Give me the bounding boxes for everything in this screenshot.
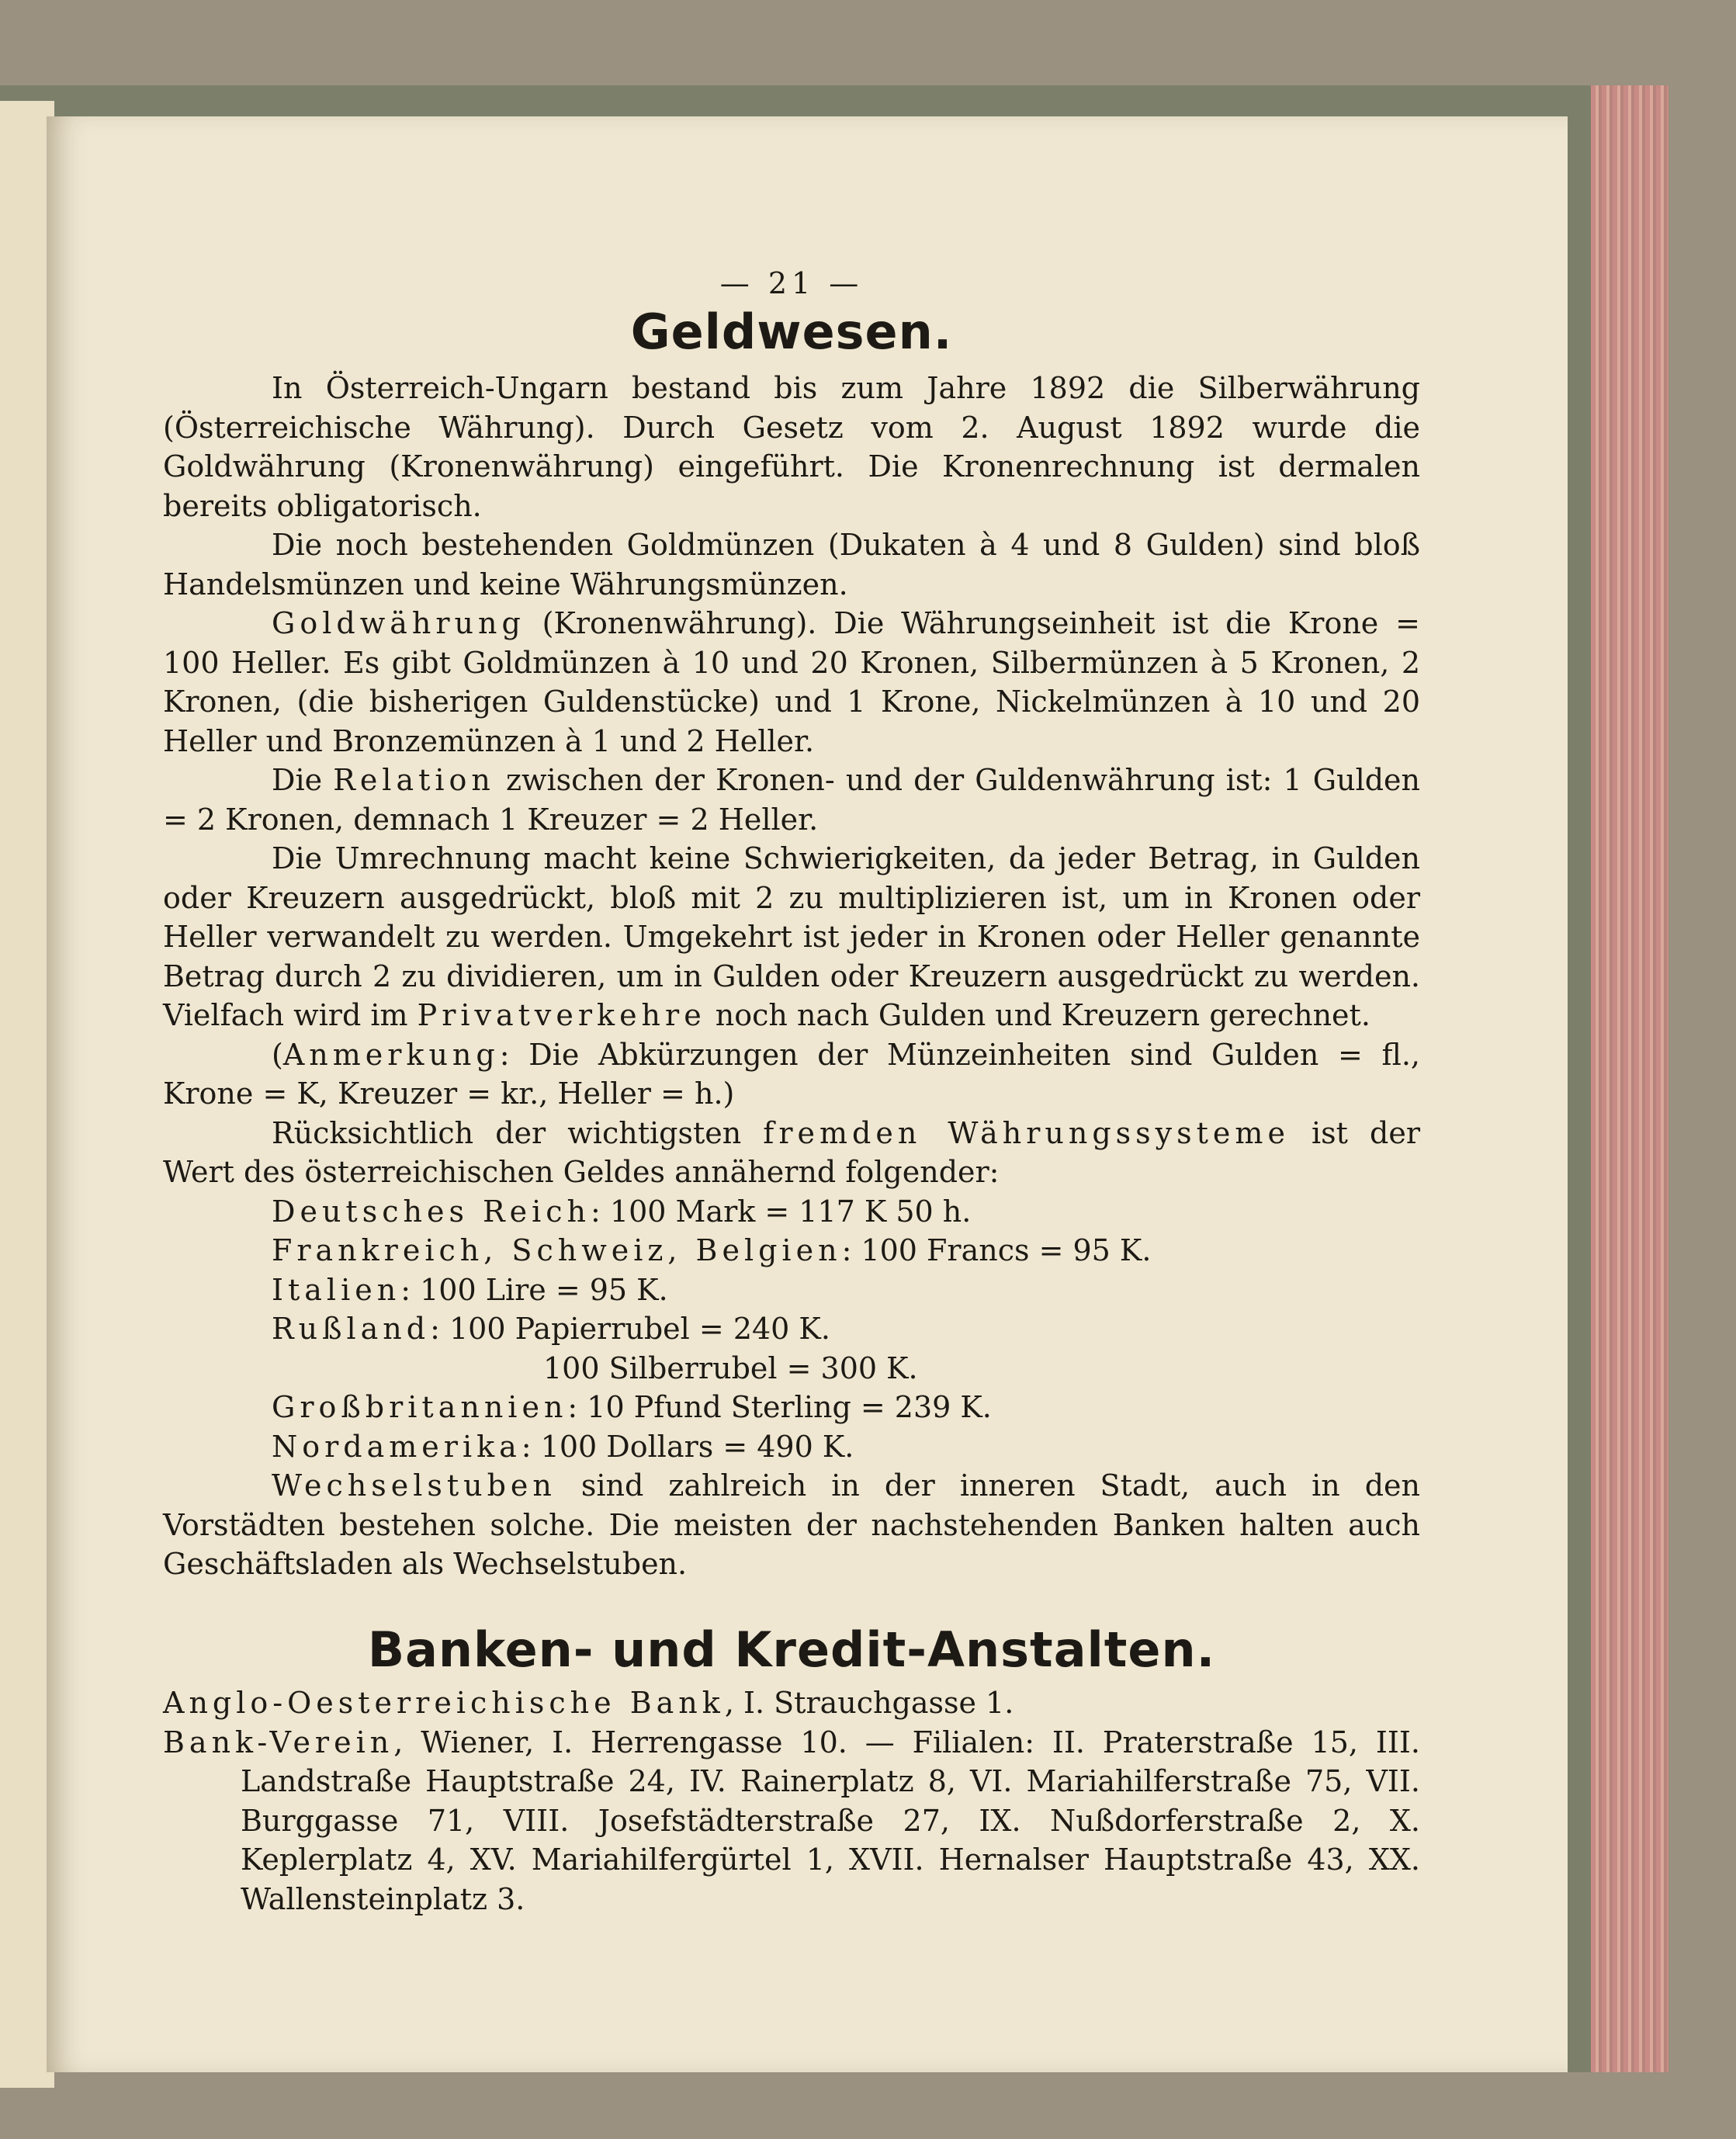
paragraph-7 xyxy=(163,1114,1420,1192)
bank-details: , I. Strauchgasse 1. xyxy=(724,1686,1014,1720)
page-number: — 21 — xyxy=(719,266,864,300)
emphasis-wechselstuben: Wechselstuben xyxy=(272,1468,556,1503)
paragraph-7-start: Rücksichtlich der wichtigsten xyxy=(272,1115,764,1150)
paragraph-8 xyxy=(163,1466,1420,1584)
book-page xyxy=(47,116,1568,2072)
rate-row xyxy=(163,1427,1420,1467)
paragraph-4 xyxy=(163,761,1420,839)
rate-row xyxy=(163,1271,1420,1310)
page-edges xyxy=(1591,85,1668,2072)
paragraph-7-end: ist der Wert des österreichischen Geldes annähernd folgender: xyxy=(163,1115,1420,1189)
rate-row xyxy=(163,1309,1420,1349)
paragraph-5-start: Die Umrechnung macht keine Schwierigkeiten, da jeder Betrag, in Gulden oder Kreuzern ausgedrückt, bloß mit 2 zu multiplizieren ist, um in Kronen oder Heller verwandelt zu werden. Umgekehrt ist jeder in Kronen oder Heller genannte Betrag durch 2 zu dividieren, um in Gulden oder Kreuzern ausgedrückt zu werden. Vielfach wird im xyxy=(163,841,1420,1032)
emphasis-anmerkung: Anmerkung xyxy=(282,1037,500,1072)
emphasis-goldwaehrung: Goldwährung xyxy=(272,606,525,640)
paragraph-8-text: sind zahlreich in der inneren Stadt, auch in den Vorstädten bestehen solche. Die meisten der nachstehenden Banken halten auch Geschäftsladen als Wechselstuben. xyxy=(163,1468,1420,1581)
section-title-banken: Banken- und Kredit-Anstalten. xyxy=(367,1621,1216,1678)
rate-country: Nordamerika xyxy=(272,1429,521,1464)
paragraph-6-start: ( xyxy=(272,1037,283,1072)
emphasis-relation: Relation xyxy=(333,763,495,797)
rate-value: : 100 Papierrubel = 240 K. xyxy=(430,1312,830,1346)
paragraph-2: Die noch bestehenden Goldmünzen (Dukaten à 4 und 8 Gulden) sind bloß Handelsmünzen und keine Währungsmünzen. xyxy=(163,528,1420,601)
rate-row xyxy=(163,1192,1420,1232)
rate-country: Deutsches Reich xyxy=(272,1194,591,1229)
rate-value: : 100 Francs = 95 K. xyxy=(841,1233,1152,1267)
paragraph-3-text: (Kronenwährung). Die Währungseinheit ist die Krone = 100 Heller. Es gibt Goldmünzen à 10 und 20 Kronen, Silbermünzen à 5 Kronen, 2 Kronen, (die bisherigen Guldenstücke) und 1 Krone, Nickelmünzen à 10 und 20 Heller und Bronzemünzen à 1 und 2 Heller. xyxy=(163,606,1420,758)
rate-country: Rußland xyxy=(272,1312,431,1346)
emphasis-fremden-waehrungssysteme: fremden Währungssysteme xyxy=(763,1115,1290,1150)
rate-country: Großbritannien xyxy=(272,1390,568,1424)
rate-value: : 10 Pfund Sterling = 239 K. xyxy=(567,1390,992,1424)
rate-value: 100 Silberrubel = 300 K. xyxy=(543,1350,918,1385)
paragraph-5-end: noch nach Gulden und Kreuzern gerechnet. xyxy=(705,998,1370,1032)
rate-value: : 100 Dollars = 490 K. xyxy=(521,1429,854,1464)
rate-country: Frankreich, Schweiz, Belgien xyxy=(272,1233,842,1267)
paragraph-6 xyxy=(163,1035,1420,1114)
rate-value: : 100 Lire = 95 K. xyxy=(400,1272,668,1307)
rate-row xyxy=(163,1388,1420,1427)
bank-details: , Wiener, I. Herrengasse 10. — Filialen: II. Praterstraße 15, III. Landstraße Hauptstraße 24, IV. Rainerplatz 8, VI. Mariahilferstraße 75, VII. Burggasse 71, VIII. Josefstädterstraße 27, IX. Nußdorferstraße 2, X. Keplerplatz 4, XV. Mariahilfergürtel 1, XVII. Hernalser Hauptstraße 43, XX. Wallensteinplatz 3. xyxy=(241,1725,1420,1916)
exchange-rate-list xyxy=(163,1192,1420,1467)
paragraph-5 xyxy=(163,839,1420,1035)
section-title-geldwesen: Geldwesen. xyxy=(630,303,953,360)
page-content xyxy=(163,264,1420,1919)
emphasis-privatverkehre: Privatverkehre xyxy=(417,998,706,1032)
rate-country: Italien xyxy=(272,1272,401,1307)
rate-row xyxy=(163,1349,1420,1388)
bank-name: Bank-Verein xyxy=(163,1725,394,1759)
bank-list xyxy=(163,1683,1420,1919)
paragraph-4-start: Die xyxy=(272,763,334,797)
bank-name: Anglo-Oesterreichische Bank xyxy=(163,1686,725,1720)
paragraph-1: In Österreich-Ungarn bestand bis zum Jahre 1892 die Silberwährung (Österreichische Währung). Durch Gesetz vom 2. August 1892 wurde die Goldwährung (Kronenwährung) eingeführt. Die Kronenrechnung ist dermalen bereits obligatorisch. xyxy=(163,371,1420,523)
rate-value: : 100 Mark = 117 K 50 h. xyxy=(591,1194,972,1229)
paragraph-4-text: zwischen der Kronen- und der Guldenwährung ist: 1 Gulden = 2 Kronen, demnach 1 Kreuzer = 2 Heller. xyxy=(163,763,1421,837)
rate-row xyxy=(163,1231,1420,1271)
list-item xyxy=(163,1723,1420,1919)
paragraph-3 xyxy=(163,604,1420,761)
paragraph-6-text: : Die Abkürzungen der Münzeinheiten sind Gulden = fl., Krone = K, Kreuzer = kr., Heller = h.) xyxy=(163,1037,1420,1111)
list-item xyxy=(163,1683,1420,1723)
